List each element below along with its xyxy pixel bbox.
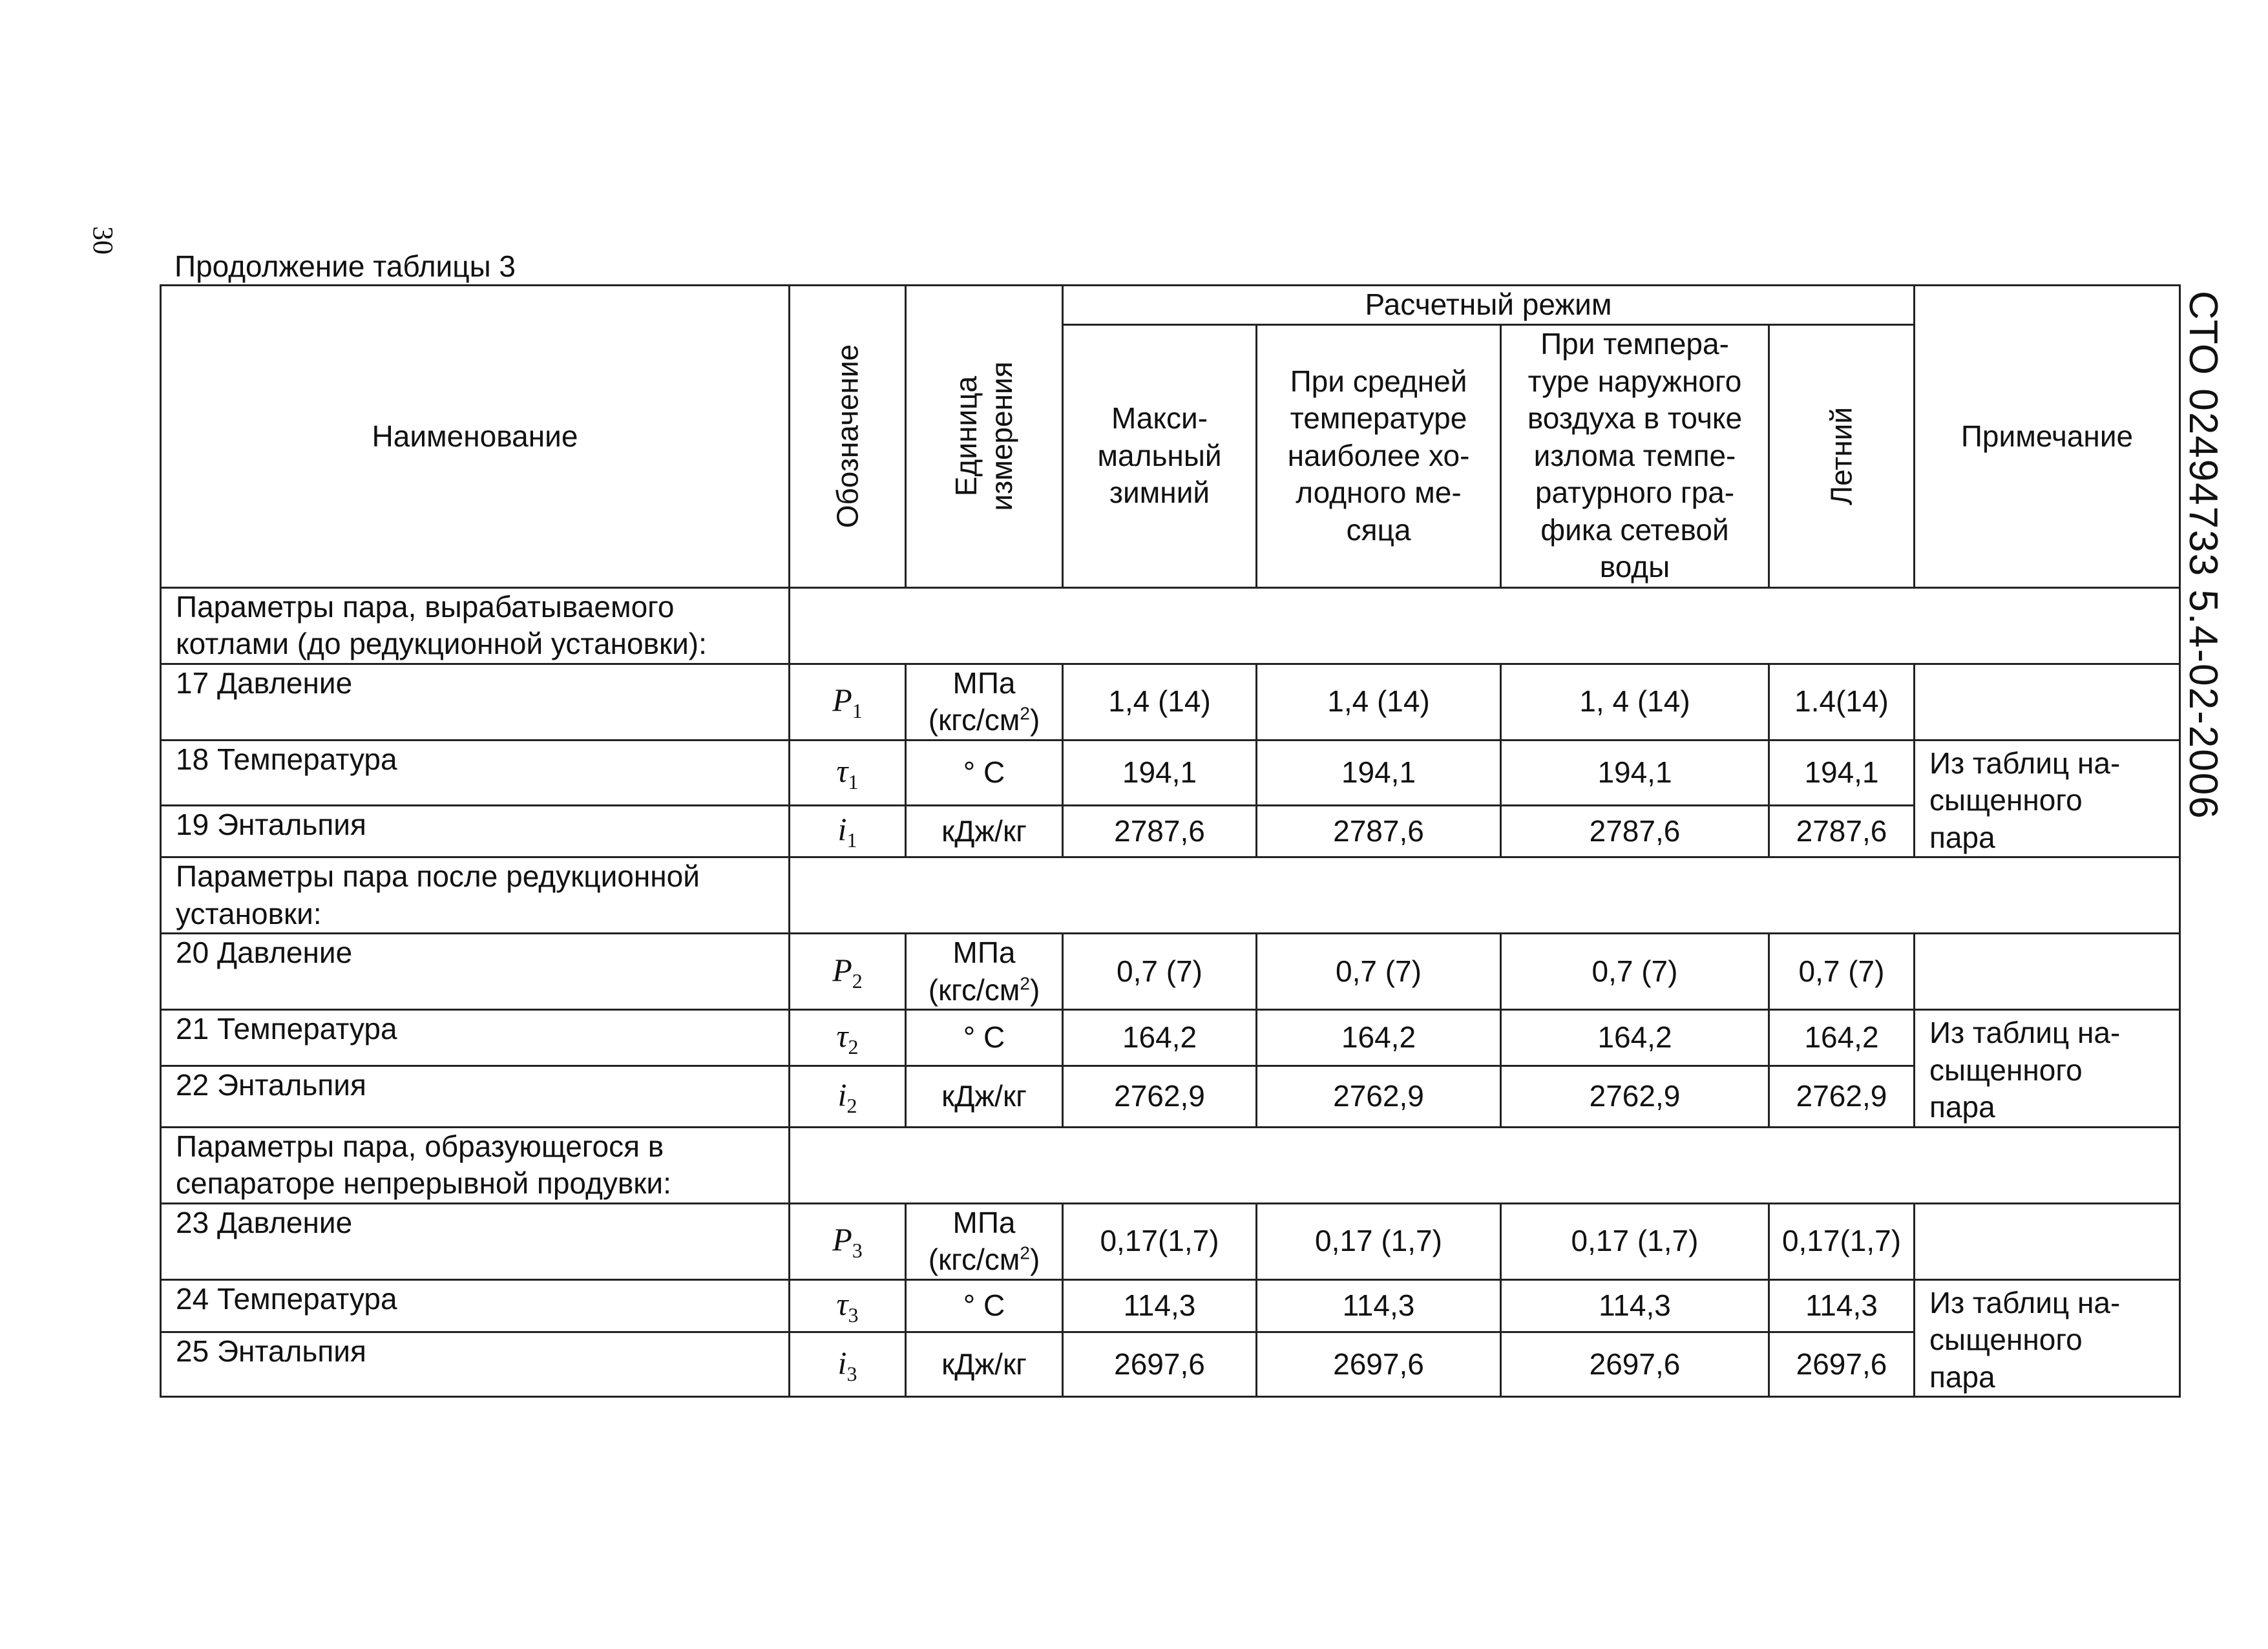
header-text-line: зимний: [1109, 476, 1210, 510]
table-row: [161, 1279, 2180, 1332]
unit-cell: [906, 1332, 1063, 1397]
header-text-line: воды: [1599, 550, 1670, 584]
designation-letter: τ: [836, 1018, 848, 1055]
note-empty-cell: [1915, 1203, 2180, 1279]
group-empty-cell: [790, 587, 2180, 664]
unit-main: МПа: [952, 936, 1016, 969]
parameter-name: 22 Энтальпия: [161, 1066, 790, 1127]
designation-cell: [790, 1010, 906, 1066]
group-title-line: Параметры пара после редукционной: [176, 859, 700, 893]
designation-letter: i: [837, 1076, 847, 1113]
group-title-line: сепараторе непрерывной продувки:: [176, 1166, 671, 1200]
designation-cell: [790, 1332, 906, 1397]
parameter-name: 17 Давление: [161, 664, 790, 740]
value-summer: 194,1: [1769, 740, 1915, 805]
parameter-name: 21 Температура: [161, 1010, 790, 1066]
designation-symbol: [832, 1221, 863, 1262]
designation-index: 1: [848, 770, 859, 793]
unit-alt-power: 2: [1020, 703, 1030, 724]
designation-index: 3: [848, 1303, 859, 1327]
designation-symbol: [832, 951, 863, 993]
unit-cell: [906, 1010, 1063, 1066]
note-line: сыщенного: [1929, 1323, 2083, 1356]
value-coldest-month: 2762,9: [1257, 1066, 1501, 1127]
designation-index: 1: [846, 828, 857, 852]
header-unit-line1: Единица: [949, 376, 983, 497]
parameter-name: 24 Температура: [161, 1279, 790, 1332]
header-text-line: мальный: [1097, 438, 1222, 472]
value-coldest-month: 0,7 (7): [1257, 934, 1501, 1010]
unit-cell: [906, 1279, 1063, 1332]
group-title: [161, 587, 790, 664]
unit-alt-close: ): [1029, 972, 1040, 1007]
value-break-point: 2762,9: [1501, 1066, 1769, 1127]
designation-letter: τ: [836, 1285, 848, 1322]
note-line: пара: [1929, 1360, 1995, 1394]
value-summer: 0,17(1,7): [1769, 1203, 1915, 1279]
designation-index: 2: [852, 969, 863, 993]
designation-symbol: [837, 1076, 857, 1117]
value-coldest-month: 0,17 (1,7): [1257, 1203, 1501, 1279]
table-row: [161, 664, 2180, 740]
note-line: Из таблиц на-: [1929, 1016, 2121, 1049]
value-break-point: 194,1: [1501, 740, 1769, 805]
document-code-text: СТО 02494733 5.4-02-2006: [2181, 291, 2225, 820]
group-title-line: Параметры пара, вырабатываемого: [176, 589, 675, 624]
unit-main: ° С: [963, 755, 1005, 789]
designation-index: 2: [848, 1035, 859, 1059]
parameter-name: 18 Температура: [161, 740, 790, 805]
unit-cell: [906, 1066, 1063, 1127]
value-break-point: 2787,6: [1501, 805, 1769, 857]
designation-letter: i: [837, 811, 847, 848]
group-title-line: установки:: [176, 896, 322, 930]
unit-main: кДж/кг: [941, 1347, 1027, 1381]
header-mode-break-point: [1501, 324, 1769, 587]
header-text-line: температуре: [1290, 401, 1467, 436]
note-line: Из таблиц на-: [1929, 1285, 2121, 1319]
designation-index: 2: [846, 1093, 857, 1117]
designation-letter: τ: [836, 752, 848, 789]
header-text-line: наиболее хо-: [1287, 438, 1470, 472]
unit-alt-power: 2: [1020, 973, 1030, 994]
group-row: [161, 1127, 2180, 1203]
value-summer: 0,7 (7): [1769, 934, 1915, 1010]
table-caption: Продолжение таблицы 3: [174, 249, 516, 283]
note-line: пара: [1929, 820, 1995, 854]
unit-alt: [907, 972, 1062, 1009]
group-title: [161, 857, 790, 934]
value-winter-max: 2762,9: [1063, 1066, 1257, 1127]
page-number-text: 30: [87, 226, 119, 255]
header-text-line: При средней: [1290, 364, 1467, 398]
header-text-line: лодного ме-: [1296, 476, 1462, 510]
page-number: [84, 226, 129, 268]
value-winter-max: 2787,6: [1063, 805, 1257, 857]
parameter-name: 19 Энтальпия: [161, 805, 790, 857]
designation-cell: [790, 1279, 906, 1332]
value-summer: 164,2: [1769, 1010, 1915, 1066]
header-mode-summer: [1769, 324, 1915, 587]
value-winter-max: 164,2: [1063, 1010, 1257, 1066]
table-row: [161, 740, 2180, 805]
header-unit-line2: измерения: [985, 361, 1018, 511]
note-cell: [1915, 740, 2180, 857]
value-winter-max: 0,17(1,7): [1063, 1203, 1257, 1279]
parameter-name: 25 Энтальпия: [161, 1332, 790, 1397]
designation-letter: i: [837, 1344, 847, 1381]
value-winter-max: 0,7 (7): [1063, 934, 1257, 1010]
unit-alt: [907, 1241, 1062, 1279]
designation-symbol: [836, 1285, 859, 1327]
unit-alt-text: (кгс/см: [928, 972, 1020, 1007]
designation-letter: P: [832, 1221, 852, 1257]
designation-index: 3: [846, 1361, 857, 1385]
value-break-point: 0,17 (1,7): [1501, 1203, 1769, 1279]
note-line: сыщенного: [1929, 783, 2083, 817]
note-empty-cell: [1915, 934, 2180, 1010]
note-line: сыщенного: [1929, 1053, 2083, 1087]
designation-cell: [790, 934, 906, 1010]
table-row: [161, 1066, 2180, 1127]
value-winter-max: 194,1: [1063, 740, 1257, 805]
header-text-line: туре наружного: [1528, 364, 1742, 398]
designation-index: 3: [852, 1239, 863, 1262]
parameter-name: 20 Давление: [161, 934, 790, 1010]
table-row: [161, 1010, 2180, 1066]
header-designation-text: Обозначение: [830, 344, 864, 529]
designation-cell: [790, 1066, 906, 1127]
header-summer-text: Летний: [1824, 406, 1858, 505]
designation-cell: [790, 740, 906, 805]
unit-cell: [906, 805, 1063, 857]
parameter-name: 23 Давление: [161, 1203, 790, 1279]
header-text-line: При темпера-: [1540, 327, 1729, 361]
group-title: [161, 1127, 790, 1203]
parameters-table: [160, 284, 2181, 1398]
unit-main: МПа: [952, 666, 1016, 700]
value-break-point: 1, 4 (14): [1501, 664, 1769, 740]
value-break-point: 114,3: [1501, 1279, 1769, 1332]
group-title-line: Параметры пара, образующегося в: [176, 1129, 664, 1163]
value-break-point: 164,2: [1501, 1010, 1769, 1066]
unit-cell: [906, 664, 1063, 740]
value-coldest-month: 114,3: [1257, 1279, 1501, 1332]
unit-alt-text: (кгс/см: [928, 1243, 1020, 1276]
header-text-line: сяца: [1346, 512, 1411, 547]
designation-symbol: [837, 1344, 857, 1385]
designation-cell: [790, 805, 906, 857]
header-note: Примечание: [1915, 286, 2180, 588]
unit-main: МПа: [952, 1205, 1016, 1239]
table-row: [161, 934, 2180, 1010]
unit-cell: [906, 934, 1063, 1010]
designation-symbol: [837, 811, 857, 852]
header-designation: [790, 286, 906, 588]
note-empty-cell: [1915, 664, 2180, 740]
header-mode: Расчетный режим: [1063, 286, 1915, 325]
note-cell: [1915, 1279, 2180, 1397]
unit-alt: [907, 702, 1062, 739]
value-summer: 114,3: [1769, 1279, 1915, 1332]
unit-alt-power: 2: [1020, 1243, 1030, 1263]
table-row: [161, 1203, 2180, 1279]
value-coldest-month: 1,4 (14): [1257, 664, 1501, 740]
group-row: [161, 857, 2180, 934]
group-title-line: котлами (до редукционной установки):: [176, 627, 707, 660]
header-mode-coldest-month: [1257, 324, 1501, 587]
note-cell: [1915, 1010, 2180, 1128]
header-name: Наименование: [161, 286, 790, 588]
designation-letter: P: [832, 951, 852, 988]
header-mode-winter-max: [1063, 324, 1257, 587]
header-unit: [906, 286, 1063, 588]
designation-symbol: [832, 682, 863, 722]
table-row: [161, 805, 2180, 857]
header-text-line: Макси-: [1111, 401, 1208, 436]
designation-cell: [790, 664, 906, 740]
value-coldest-month: 2787,6: [1257, 805, 1501, 857]
group-row: [161, 587, 2180, 664]
value-break-point: 0,7 (7): [1501, 934, 1769, 1010]
value-coldest-month: 194,1: [1257, 740, 1501, 805]
value-break-point: 2697,6: [1501, 1332, 1769, 1397]
note-line: Из таблиц на-: [1929, 746, 2121, 780]
unit-alt-close: ): [1029, 703, 1040, 737]
value-winter-max: 2697,6: [1063, 1332, 1257, 1397]
value-winter-max: 1,4 (14): [1063, 664, 1257, 740]
unit-main: ° С: [963, 1020, 1005, 1055]
unit-cell: [906, 1203, 1063, 1279]
unit-main: ° С: [963, 1288, 1005, 1323]
value-coldest-month: 2697,6: [1257, 1332, 1501, 1397]
value-winter-max: 114,3: [1063, 1279, 1257, 1332]
note-line: пара: [1929, 1090, 1995, 1124]
value-summer: 1.4(14): [1769, 664, 1915, 740]
group-empty-cell: [790, 1127, 2180, 1203]
unit-main: кДж/кг: [941, 814, 1027, 848]
designation-letter: P: [832, 682, 852, 718]
header-text-line: излома темпе-: [1533, 438, 1736, 472]
header-text-line: ратурного гра-: [1535, 476, 1735, 510]
unit-cell: [906, 740, 1063, 805]
designation-symbol: [836, 752, 859, 793]
header-text-line: фика сетевой: [1540, 512, 1729, 547]
value-summer: 2787,6: [1769, 805, 1915, 857]
header-text-line: воздуха в точке: [1527, 401, 1743, 436]
table-row: [161, 1332, 2180, 1397]
unit-alt-text: (кгс/см: [928, 703, 1020, 737]
value-summer: 2697,6: [1769, 1332, 1915, 1397]
unit-alt-close: ): [1029, 1243, 1040, 1276]
group-empty-cell: [790, 857, 2180, 934]
unit-main: кДж/кг: [941, 1079, 1027, 1113]
value-summer: 2762,9: [1769, 1066, 1915, 1127]
designation-symbol: [836, 1018, 859, 1059]
designation-index: 1: [852, 699, 863, 722]
designation-cell: [790, 1203, 906, 1279]
value-coldest-month: 164,2: [1257, 1010, 1501, 1066]
